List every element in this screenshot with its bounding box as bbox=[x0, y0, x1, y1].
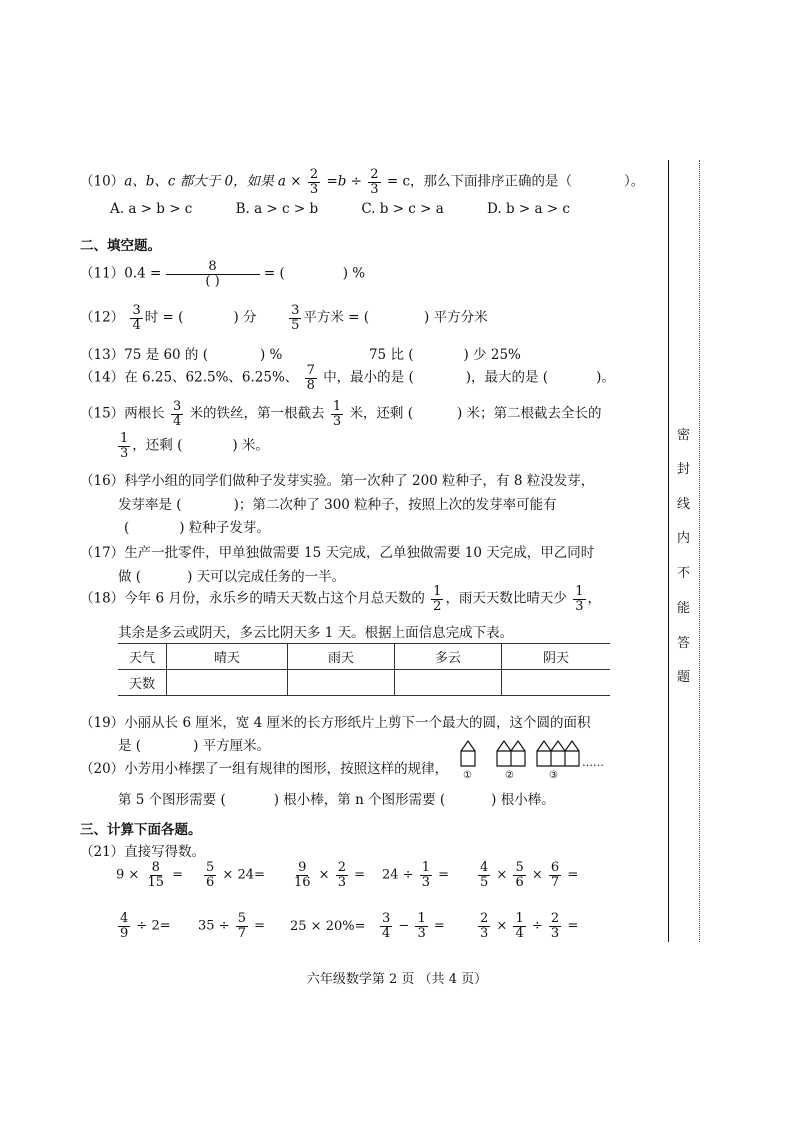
binding-solid-line bbox=[668, 160, 669, 942]
calc-item: 24 ÷ $\frac{1}{3}$ = bbox=[382, 860, 450, 890]
answer-cell[interactable] bbox=[395, 670, 502, 696]
section-2-title: 二、填空题。 bbox=[80, 238, 161, 254]
fraction: $\frac{2}{3}$ bbox=[550, 911, 560, 941]
calc-item: 9 × $\frac{8}{15}$ = bbox=[116, 860, 184, 890]
seal-char: 封 bbox=[677, 462, 691, 477]
answer-cell[interactable] bbox=[288, 670, 395, 696]
fraction: $\frac{6}{7}$ bbox=[550, 860, 560, 890]
seal-char: 内 bbox=[677, 531, 691, 546]
table-cell: 阴天 bbox=[502, 644, 611, 670]
question-20: （20）小芳用小棒摆了一组有规律的图形，按照这样的规律， bbox=[80, 761, 449, 777]
question-13: （13）75 是 60 的 ( ) % 75 比 ( ) 少 25% bbox=[80, 347, 521, 363]
calc-row-1 bbox=[116, 861, 586, 889]
fraction: $\frac{1}{4}$ bbox=[515, 911, 524, 941]
seal-char: 答 bbox=[677, 636, 691, 651]
table-header-row bbox=[118, 644, 610, 670]
fraction: $\frac{1}{3}$ bbox=[421, 860, 430, 890]
option-d[interactable]: D. b > a > c bbox=[487, 201, 570, 217]
seal-char: 密 bbox=[677, 428, 691, 443]
seal-char: 线 bbox=[677, 497, 691, 512]
table-cell: 晴天 bbox=[167, 644, 288, 670]
table-cell: 雨天 bbox=[288, 644, 395, 670]
fraction: $\frac{4}{5}$ bbox=[480, 860, 489, 890]
question-16-line2: 发芽率是 ( )；第二次种了 300 粒种子，按照上次的发芽率可能有 bbox=[118, 497, 557, 513]
question-20-line2: 第 5 个图形需要 ( ) 根小棒，第 n 个图形需要 ( ) 根小棒。 bbox=[118, 792, 555, 808]
option-b[interactable]: B. a > c > b bbox=[235, 201, 319, 217]
fraction: $\frac{5}{6}$ bbox=[515, 860, 524, 890]
seal-char: 能 bbox=[677, 601, 691, 616]
question-15: （15）两根长 $\frac{3}{4}$ 米的铁丝，第一根截去 $\frac{1}{3}$ 米，还剩 ( ) 米；第二根截去全长的 bbox=[80, 399, 602, 429]
figure-label-2: ② bbox=[505, 770, 514, 781]
question-17: （17）生产一批零件，甲单独做需要 15 天完成，乙单独做需要 10 天完成，甲乙同时 bbox=[80, 545, 595, 561]
calc-item: 35 ÷ $\frac{5}{7}$ = bbox=[198, 911, 266, 941]
question-16: （16）科学小组的同学们做种子发芽实验。第一次种了 200 粒种子，有 8 粒没发芽， bbox=[80, 473, 595, 489]
fraction: $\frac{2}{3}$ bbox=[309, 167, 319, 197]
fraction: $\frac{4}{9}$ bbox=[120, 911, 129, 941]
question-14: （14）在 6.25、62.5%、6.25%、 $\frac{7}{8}$ 中，最小的是 ( )，最大的是 ( )。 bbox=[80, 363, 615, 393]
answer-cell[interactable] bbox=[167, 670, 288, 696]
pattern-continues: …… bbox=[582, 756, 604, 769]
question-21: （21）直接写得数。 bbox=[80, 844, 206, 860]
question-19-line2: 是 ( ) 平方厘米。 bbox=[118, 738, 271, 754]
calc-item: $\frac{5}{6}$ × 24= bbox=[206, 860, 265, 890]
fraction: $\frac{2}{3}$ bbox=[370, 167, 379, 197]
table-row bbox=[118, 670, 610, 696]
question-11: （11）0.4 = $\frac{8}{( )}$ = ( ) % bbox=[80, 259, 366, 289]
answer-cell[interactable] bbox=[502, 670, 611, 696]
binding-dotted-line bbox=[699, 160, 700, 942]
fraction: $\frac{5}{6}$ bbox=[206, 860, 215, 890]
fraction: $\frac{3}{4}$ bbox=[382, 911, 391, 941]
table-cell: 多云 bbox=[395, 644, 502, 670]
figure-label-1: ① bbox=[463, 770, 472, 781]
calc-row-2 bbox=[116, 912, 586, 940]
calc-item: $\frac{9}{16}$ × $\frac{2}{3}$ = bbox=[294, 860, 366, 890]
question-17-line2: 做 ( ) 天可以完成任务的一半。 bbox=[118, 569, 346, 585]
option-a[interactable]: A. a > b > c bbox=[110, 201, 193, 217]
calc-item: $\frac{4}{5}$ × $\frac{5}{6}$ × $\frac{6}{7}$ = bbox=[480, 860, 579, 890]
calc-item: $\frac{4}{9}$ ÷ 2= bbox=[120, 911, 171, 941]
table-cell: 天数 bbox=[118, 670, 167, 696]
fraction: $\frac{2}{3}$ bbox=[480, 911, 489, 941]
question-18: （18）今年 6 月份，永乐乡的晴天天数占这个月总天数的 $\frac{1}{2}$ ，雨天天数比晴天少 $\frac{1}{3}$ ， bbox=[80, 584, 602, 614]
section-3-title: 三、计算下面各题。 bbox=[80, 822, 202, 838]
question-16-line3: ( ) 粒种子发芽。 bbox=[124, 520, 270, 536]
calc-item: $\frac{2}{3}$ × $\frac{1}{4}$ ÷ $\frac{2}{3}$ = bbox=[480, 911, 579, 941]
table-cell: 天气 bbox=[118, 644, 167, 670]
calc-item: 25 × 20%= bbox=[290, 918, 366, 934]
calc-item: $\frac{3}{4}$ − $\frac{1}{3}$ = bbox=[382, 911, 445, 941]
fraction: $\frac{1}{3}$ bbox=[417, 911, 426, 941]
question-10: （10）a、b、c 都大于 0，如果 a × $\frac{2}{3}$ =b ÷ $\frac{2}{3}$ = c，那么下面排序正确的是（ ）。 bbox=[80, 167, 645, 197]
seal-char: 不 bbox=[677, 566, 691, 581]
weather-table bbox=[118, 643, 610, 696]
fraction: $\frac{8}{15}$ bbox=[147, 860, 164, 890]
q10-options bbox=[110, 201, 570, 217]
question-15-line2: $\frac{1}{3}$ ，还剩 ( ) 米。 bbox=[120, 431, 269, 461]
seal-char: 题 bbox=[677, 670, 691, 685]
question-18-line2: 其余是多云或阴天，多云比阴天多 1 天。根据上面信息完成下表。 bbox=[118, 625, 514, 641]
figure-label-3: ③ bbox=[549, 770, 558, 781]
option-c[interactable]: C. b > c > a bbox=[361, 201, 444, 217]
question-19: （19）小丽从长 6 厘米，宽 4 厘米的长方形纸片上剪下一个最大的圆，这个圆的面积 bbox=[80, 715, 591, 731]
page-footer: 六年级数学第 2 页 （共 4 页） bbox=[306, 972, 488, 987]
fraction: $\frac{5}{7}$ bbox=[237, 911, 246, 941]
question-12: （12） $\frac{3}{4}$ 时 = ( ) 分 $\frac{3}{5}$ 平方米 = ( ) 平方分米 bbox=[80, 303, 488, 333]
fraction: $\frac{2}{3}$ bbox=[337, 860, 346, 890]
fraction: $\frac{9}{16}$ bbox=[294, 860, 311, 890]
